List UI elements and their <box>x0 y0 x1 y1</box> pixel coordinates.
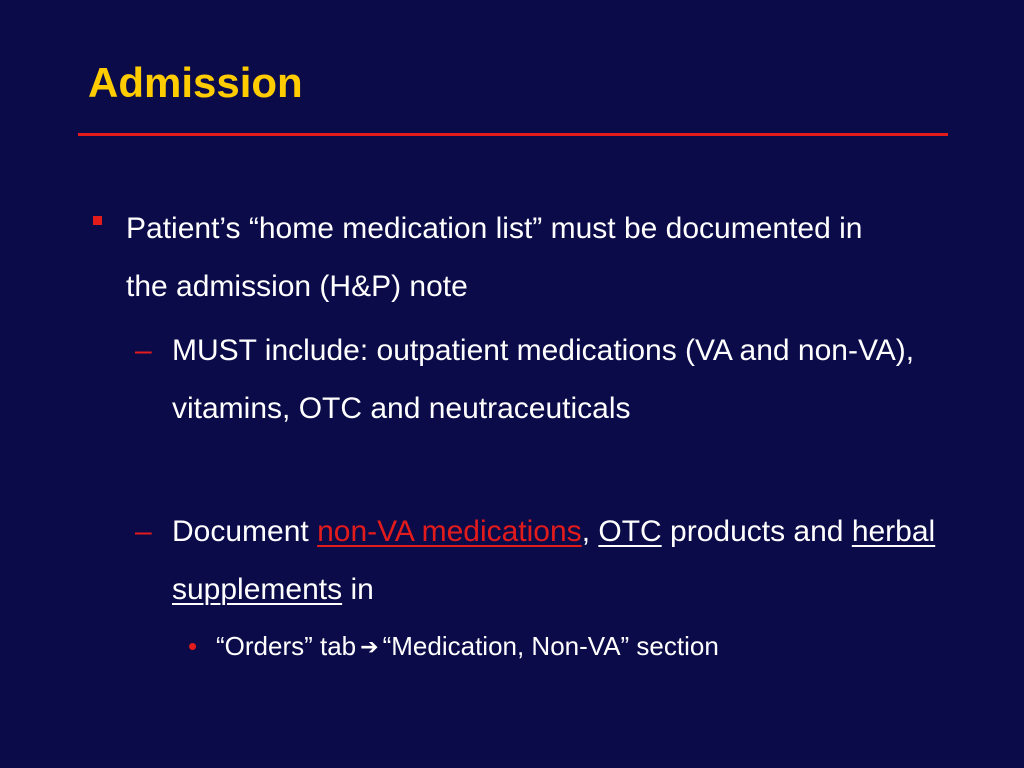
non-va-medications-link[interactable]: non-VA medications <box>317 515 582 548</box>
otc-link[interactable]: OTC <box>598 515 662 548</box>
right-arrow-icon: ➔ <box>360 635 379 660</box>
comma-text: , <box>581 515 599 548</box>
products-and-text: products and <box>661 515 852 548</box>
sub-bullet-document <box>172 503 942 619</box>
sub-bullet-must-include: MUST include: outpatient medications (VA and non-VA), vitamins, OTC and neutraceuticals <box>172 334 915 425</box>
bullet-home-medication-list: Patient’s “home medication list” must be documented in the admission (H&P) note <box>126 212 863 303</box>
in-text: in <box>342 573 374 606</box>
slide-title: Admission <box>88 59 303 106</box>
dash-bullet-icon: – <box>135 334 152 367</box>
square-bullet-icon <box>93 216 102 225</box>
herbal-supplements-link[interactable]: herbal supplements <box>172 515 936 606</box>
sub-sub-bullet-orders-tab <box>216 626 719 669</box>
orders-tab-text: “Orders” tab <box>216 631 357 661</box>
dot-bullet-icon: • <box>188 631 198 661</box>
dash-bullet-icon: – <box>135 515 152 548</box>
document-prefix: Document <box>172 515 318 548</box>
medication-non-va-section-text: “Medication, Non-VA” section <box>382 631 719 661</box>
title-divider <box>78 133 948 136</box>
